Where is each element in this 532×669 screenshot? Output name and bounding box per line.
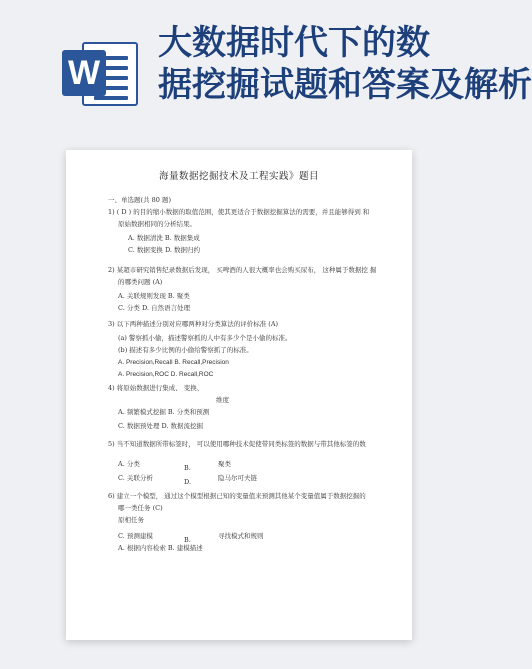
question-5-option: C. 关联分析 [118,474,153,482]
question-1-option: C. 数据变换 D. 数据归约 [128,246,201,254]
question-3-line: 3) 以下两种描述分别对应哪两种对分类算法的评价标准 (A) [108,320,279,328]
question-5-option: A. 分类 [118,460,140,468]
banner-title [158,22,532,106]
question-2-option: A. 关联规则发现 B. 聚类 [118,292,190,300]
word-badge: W [62,50,106,96]
question-6-line: 原相任务 [118,516,144,524]
question-1-line: 1) ( D ) 的目的缩小数据的取值范围，使其更适合于数据挖掘算法的需要，并且能够得到 和 [108,208,370,216]
question-5-option: B. [184,464,191,472]
question-2-line: 2) 某超市研究销售纪录数据后发现， 买啤酒的人很大概率也会购买尿布， 这种属于数据挖 掘 [108,266,377,274]
question-3-line: (a) 警察抓小偷，描述警察抓的人中有多少个是小偷的标准。 [118,334,292,342]
question-3-option: A. Precision,ROC D. Recall,ROC [118,371,214,378]
question-1-option: A. 数据清洗 B. 数据集成 [128,234,200,242]
question-6-option: B. [184,536,191,544]
question-6-option: A. 根据内容检索 B. 建模描述 [118,544,203,552]
banner [0,0,532,140]
question-3-line: (b) 描述有多少比例的小偷给警察抓了的标准。 [118,346,253,354]
question-2-line: 的哪类问题 (A) [118,278,163,286]
question-2-option: C. 分类 D. 自然语言处理 [118,304,191,312]
banner-title-line2: 据挖掘试题和答案及解析 [158,65,532,105]
question-6-option: C. 预测建模 [118,532,153,540]
question-5-option: 隐马尔可夫链 [218,474,257,482]
question-5-line: 5) 当不知道数据所带标签时， 可以使用哪种技术促使带同类标签的数据与带其他标签的数 [108,440,366,448]
question-5-option: 聚类 [218,460,231,468]
question-6-option: 寻找模式和规则 [218,532,264,540]
question-5-option: D. [184,478,192,486]
section-heading: 一、单选题(共 80 题) [108,196,171,204]
banner-title-line1: 大数据时代下的数 [158,23,430,63]
word-document-icon [62,36,144,112]
question-4-line: 维度 [216,396,229,404]
question-4-line: 4) 将原始数据进行集成、 变换、 [108,384,204,392]
question-6-line: 哪一类任务 (C) [118,504,163,512]
question-6-line: 6) 建立一个模型， 通过这个模型根据已知的变量值来预测其他某个变量值属于数据挖掘的 [108,492,366,500]
document-page [66,150,412,640]
question-4-option: A. 频繁模式挖掘 B. 分类和预测 [118,408,210,416]
document-title: 海量数据挖掘技术及工程实践》题目 [158,171,319,182]
question-4-option: C. 数据预处理 D. 数据流挖掘 [118,422,204,430]
question-1-line: 原始数据相同的分析结果。 [118,220,196,228]
question-3-option: A. Precision,Recall B. Recall,Precision [118,359,229,366]
